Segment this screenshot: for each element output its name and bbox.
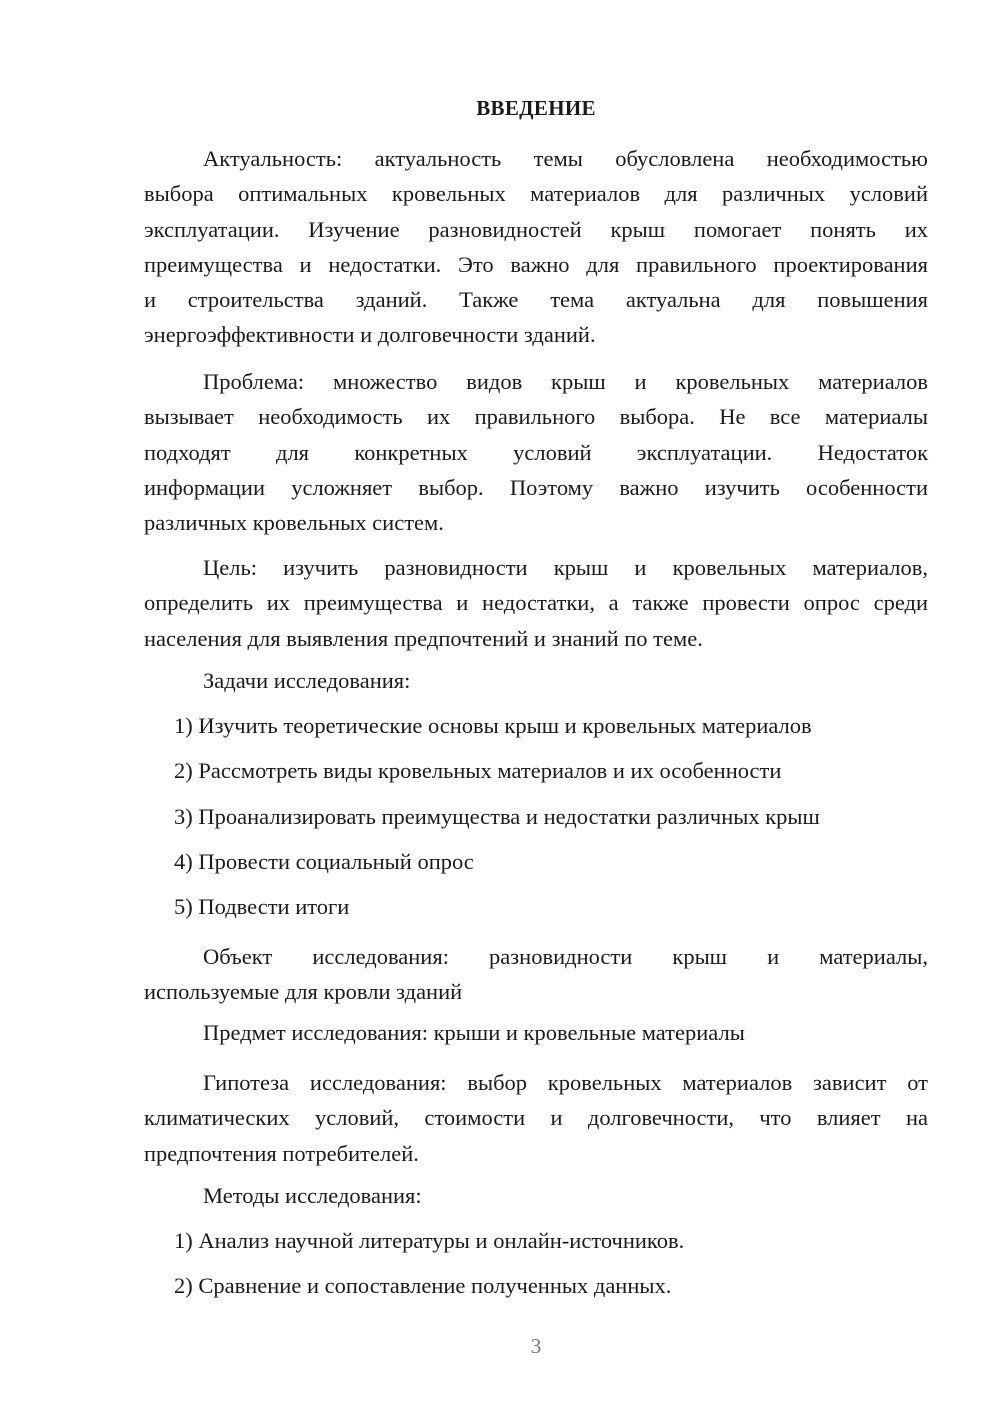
paragraph-line: Объект исследования: разновидности крыш и материалы, (203, 944, 928, 969)
task-item: 1) Изучить теоретические основы крыш и кровельных материалов (174, 713, 812, 738)
goal-paragraph (144, 550, 928, 656)
paragraph-line: вызывает необходимость их правильного выбора. Не все материалы (144, 404, 928, 430)
tasks-heading: Задачи исследования: (203, 668, 411, 693)
paragraph-line: энергоэффективности и долговечности зданий. (144, 322, 596, 348)
subject-paragraph: Предмет исследования: крыши и кровельные материалы (203, 1020, 745, 1045)
paragraph-line: используемые для кровли зданий (144, 979, 463, 1005)
paragraph-line: Цель: изучить разновидности крыш и кровельных материалов, (203, 555, 928, 580)
problem-paragraph (144, 364, 928, 540)
paragraph-line: различных кровельных систем. (144, 510, 444, 536)
paragraph-line: Актуальность: актуальность темы обусловлена необходимостью (203, 146, 928, 171)
task-item: 5) Подвести итоги (174, 894, 350, 919)
paragraph-line: информации усложняет выбор. Поэтому важно изучить особенности (144, 474, 928, 500)
object-paragraph (144, 939, 928, 1010)
paragraph-line: Гипотеза исследования: выбор кровельных материалов зависит от (203, 1070, 928, 1095)
relevance-paragraph (144, 141, 928, 353)
page-title: ВВЕДЕНИЕ (476, 96, 596, 120)
paragraph-line: подходят для конкретных условий эксплуатации. Недостаток (144, 439, 928, 465)
paragraph-line: выбора оптимальных кровельных материалов для различных условий (144, 181, 928, 207)
paragraph-line: климатических условий, стоимости и долговечности, что влияет на (144, 1105, 928, 1131)
hypothesis-paragraph (144, 1065, 928, 1171)
paragraph-line: эксплуатации. Изучение разновидностей крыш помогает понять их (144, 216, 928, 242)
paragraph-line: Проблема: множество видов крыш и кровельных материалов (203, 369, 928, 394)
paragraph-line: предпочтения потребителей. (144, 1140, 419, 1166)
paragraph-line: и строительства зданий. Также тема актуальна для повышения (144, 287, 928, 313)
task-item: 2) Рассмотреть виды кровельных материалов и их особенности (174, 758, 782, 783)
method-item: 1) Анализ научной литературы и онлайн-источников. (174, 1228, 685, 1253)
task-item: 4) Провести социальный опрос (174, 849, 474, 874)
paragraph-line: преимущества и недостатки. Это важно для правильного проектирования (144, 251, 928, 277)
page-number: 3 (530, 1334, 542, 1358)
task-item: 3) Проанализировать преимущества и недостатки различных крыш (174, 804, 820, 829)
paragraph-line: населения для выявления предпочтений и знаний по теме. (144, 625, 703, 651)
methods-heading: Методы исследования: (203, 1183, 422, 1208)
paragraph-line: определить их преимущества и недостатки, а также провести опрос среди (144, 590, 928, 616)
method-item: 2) Сравнение и сопоставление полученных данных. (174, 1273, 672, 1298)
